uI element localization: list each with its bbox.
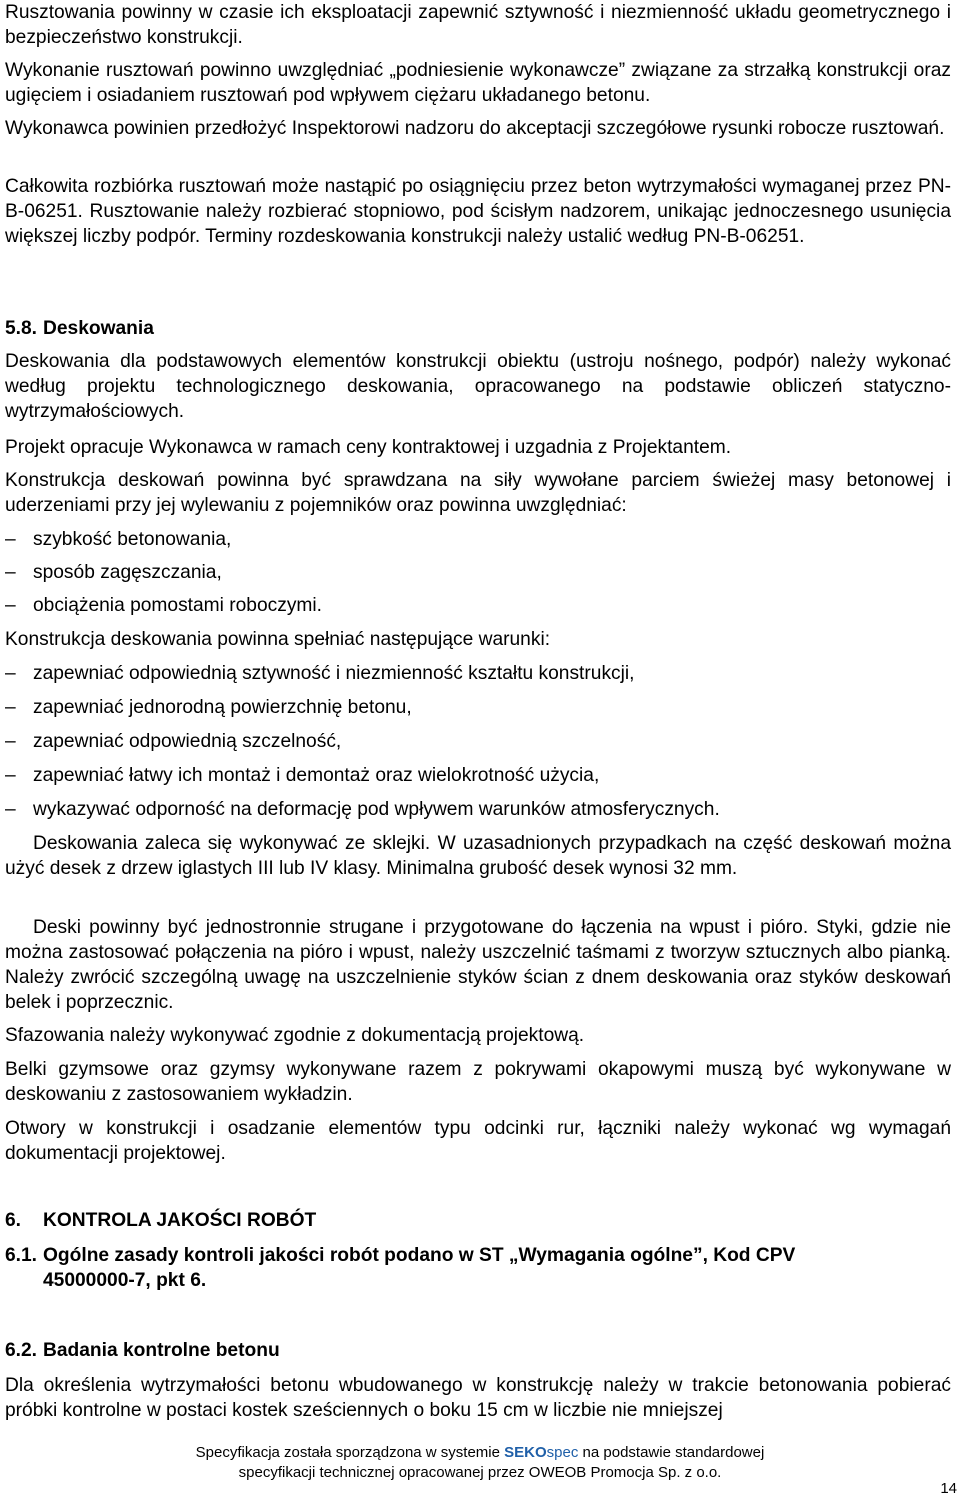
- section-title-continued: 45000000-7, pkt 6.: [43, 1270, 207, 1291]
- list-item-text: obciążenia pomostami roboczymi.: [33, 595, 323, 616]
- paragraph-chamfers: Sfazowania należy wykonywać zgodnie z dokumentacją projektową.: [5, 1025, 585, 1046]
- paragraph-formwork-project: Projekt opracuje Wykonawca w ramach ceny kontraktowej i uzgadnia z Projektantem.: [5, 437, 732, 458]
- dash-bullet: –: [5, 799, 16, 820]
- sekospec-logo: [504, 1444, 578, 1461]
- list-item-text: sposób zagęszczania,: [33, 562, 222, 583]
- list-item: [5, 695, 412, 720]
- list-item: [5, 560, 222, 585]
- paragraph-openings: Otwory w konstrukcji i osadzanie elementów typu odcinki rur, łączniki należy wykonać wg wymagań dokumentacji projektowej.: [5, 1118, 951, 1164]
- dash-bullet: –: [5, 697, 16, 718]
- footer-line-2: specyfikacji technicznej opracowanej przez OWEOB Promocja Sp. z o.o.: [238, 1464, 722, 1481]
- section-title: Deskowania: [43, 318, 154, 339]
- list-item-text: szybkość betonowania,: [33, 529, 232, 550]
- list-item: [5, 797, 720, 822]
- dash-bullet: –: [5, 562, 16, 583]
- section-number: 5.8.: [5, 318, 38, 339]
- paragraph-scaffolding-camber: Wykonanie rusztowań powinno uwzględniać „podniesienie wykonawcze” związane za strzałką konstrukcji oraz ugięciem i osiadaniem rusztowań pod wpływem ciężaru układanego betonu.: [5, 60, 951, 106]
- section-heading-6: [5, 1208, 316, 1233]
- section-title: KONTROLA JAKOŚCI ROBÓT: [43, 1210, 317, 1231]
- list-item-text: zapewniać łatwy ich montaż i demontaż oraz wielokrotność użycia,: [33, 765, 600, 786]
- paragraph-scaffolding-removal: Całkowita rozbiórka rusztowań może nastąpić po osiągnięciu przez beton wytrzymałości wymaganej przez PN-B-06251. Rusztowanie należy rozbierać stopniowo, pod ścisłym nadzorem, unikając jednoczesnego usunięcia większej liczby podpór. Terminy rozdeskowania konstrukcji należy ustalić według PN-B-06251.: [5, 176, 951, 247]
- section-heading-6-1: [5, 1243, 951, 1293]
- list-item-text: zapewniać odpowiednią sztywność i niezmienność kształtu konstrukcji,: [33, 663, 635, 684]
- list-item-text: wykazywać odporność na deformację pod wpływem warunków atmosferycznych.: [33, 799, 720, 820]
- footer-text: Specyfikacja została sporządzona w systemie: [195, 1444, 500, 1461]
- dash-bullet: –: [5, 663, 16, 684]
- paragraph-boards-joints: Deski powinny być jednostronnie strugane i przygotowane do łączenia na wpust i pióro. Styki, gdzie nie można zastosować połączenia na pióro i wpust, należy uszczelnić taśmami z tworzyw sztucznych albo pianką. Należy zwrócić szczególną uwagę na uszczelnienie styków ścian z dnem deskowania oraz styków deskowań belek i poprzecznic.: [5, 917, 951, 1013]
- dash-bullet: –: [5, 731, 16, 752]
- paragraph-scaffolding-stiffness: Rusztowania powinny w czasie ich eksploatacji zapewnić sztywność i niezmienność układu geometrycznego i bezpieczeństwo konstrukcji.: [5, 2, 951, 48]
- logo-text-spec: spec: [546, 1444, 579, 1461]
- paragraph-formwork-forces: Konstrukcja deskowań powinna być sprawdzana na siły wywołane parciem świeżej masy betonowej i uderzeniami przy jej wylewaniu z pojemników oraz powinna uwzględniać:: [5, 470, 951, 516]
- list-item: [5, 763, 599, 788]
- dash-bullet: –: [5, 595, 16, 616]
- paragraph-control-samples: Dla określenia wytrzymałości betonu wbudowanego w konstrukcję należy w trakcie betonowania pobierać próbki kontrolne w postaci kostek sześciennych o boku 15 cm w liczbie nie mniejszej: [5, 1375, 951, 1421]
- section-heading-5-8: [5, 316, 154, 341]
- page-number: 14: [940, 1480, 957, 1497]
- list-item: [5, 661, 635, 686]
- paragraph-plywood: Deskowania zaleca się wykonywać ze sklejki. W uzasadnionych przypadkach na część deskowań można użyć desek z drzew iglastych III lub IV klasy. Minimalna grubość desek wynosi 32 mm.: [5, 833, 951, 879]
- paragraph-formwork-conditions: Konstrukcja deskowania powinna spełniać następujące warunki:: [5, 629, 551, 650]
- list-item-text: zapewniać jednorodną powierzchnię betonu,: [33, 697, 412, 718]
- list-item: [5, 593, 322, 618]
- section-number: 6.: [5, 1210, 22, 1231]
- dash-bullet: –: [5, 529, 16, 550]
- section-number: 6.2.: [5, 1340, 38, 1361]
- logo-text-seko: SEKO: [504, 1444, 547, 1461]
- dash-bullet: –: [5, 765, 16, 786]
- list-item-text: zapewniać odpowiednią szczelność,: [33, 731, 342, 752]
- paragraph-drawings-approval: Wykonawca powinien przedłożyć Inspektorowi nadzoru do akceptacji szczegółowe rysunki robocze rusztowań.: [5, 118, 945, 139]
- paragraph-cornice-beams: Belki gzymsowe oraz gzymsy wykonywane razem z pokrywami okapowymi muszą być wykonywane w deskowaniu z zastosowaniem wykładzin.: [5, 1059, 951, 1105]
- section-title: Badania kontrolne betonu: [43, 1340, 280, 1361]
- footer-text: na podstawie standardowej: [582, 1444, 765, 1461]
- paragraph-formwork-design: Deskowania dla podstawowych elementów konstrukcji obiektu (ustroju nośnego, podpór) należy wykonać według projektu technologicznego deskowania, opracowanego na podstawie obliczeń statyczno-wytrzymałościowych.: [5, 351, 951, 422]
- section-heading-6-2: [5, 1338, 280, 1363]
- section-number: 6.1.: [5, 1245, 38, 1266]
- list-item: [5, 527, 231, 552]
- list-item: [5, 729, 341, 754]
- section-title: Ogólne zasady kontroli jakości robót podano w ST „Wymagania ogólne”, Kod CPV: [43, 1245, 796, 1266]
- footer-line-1: [0, 1443, 960, 1462]
